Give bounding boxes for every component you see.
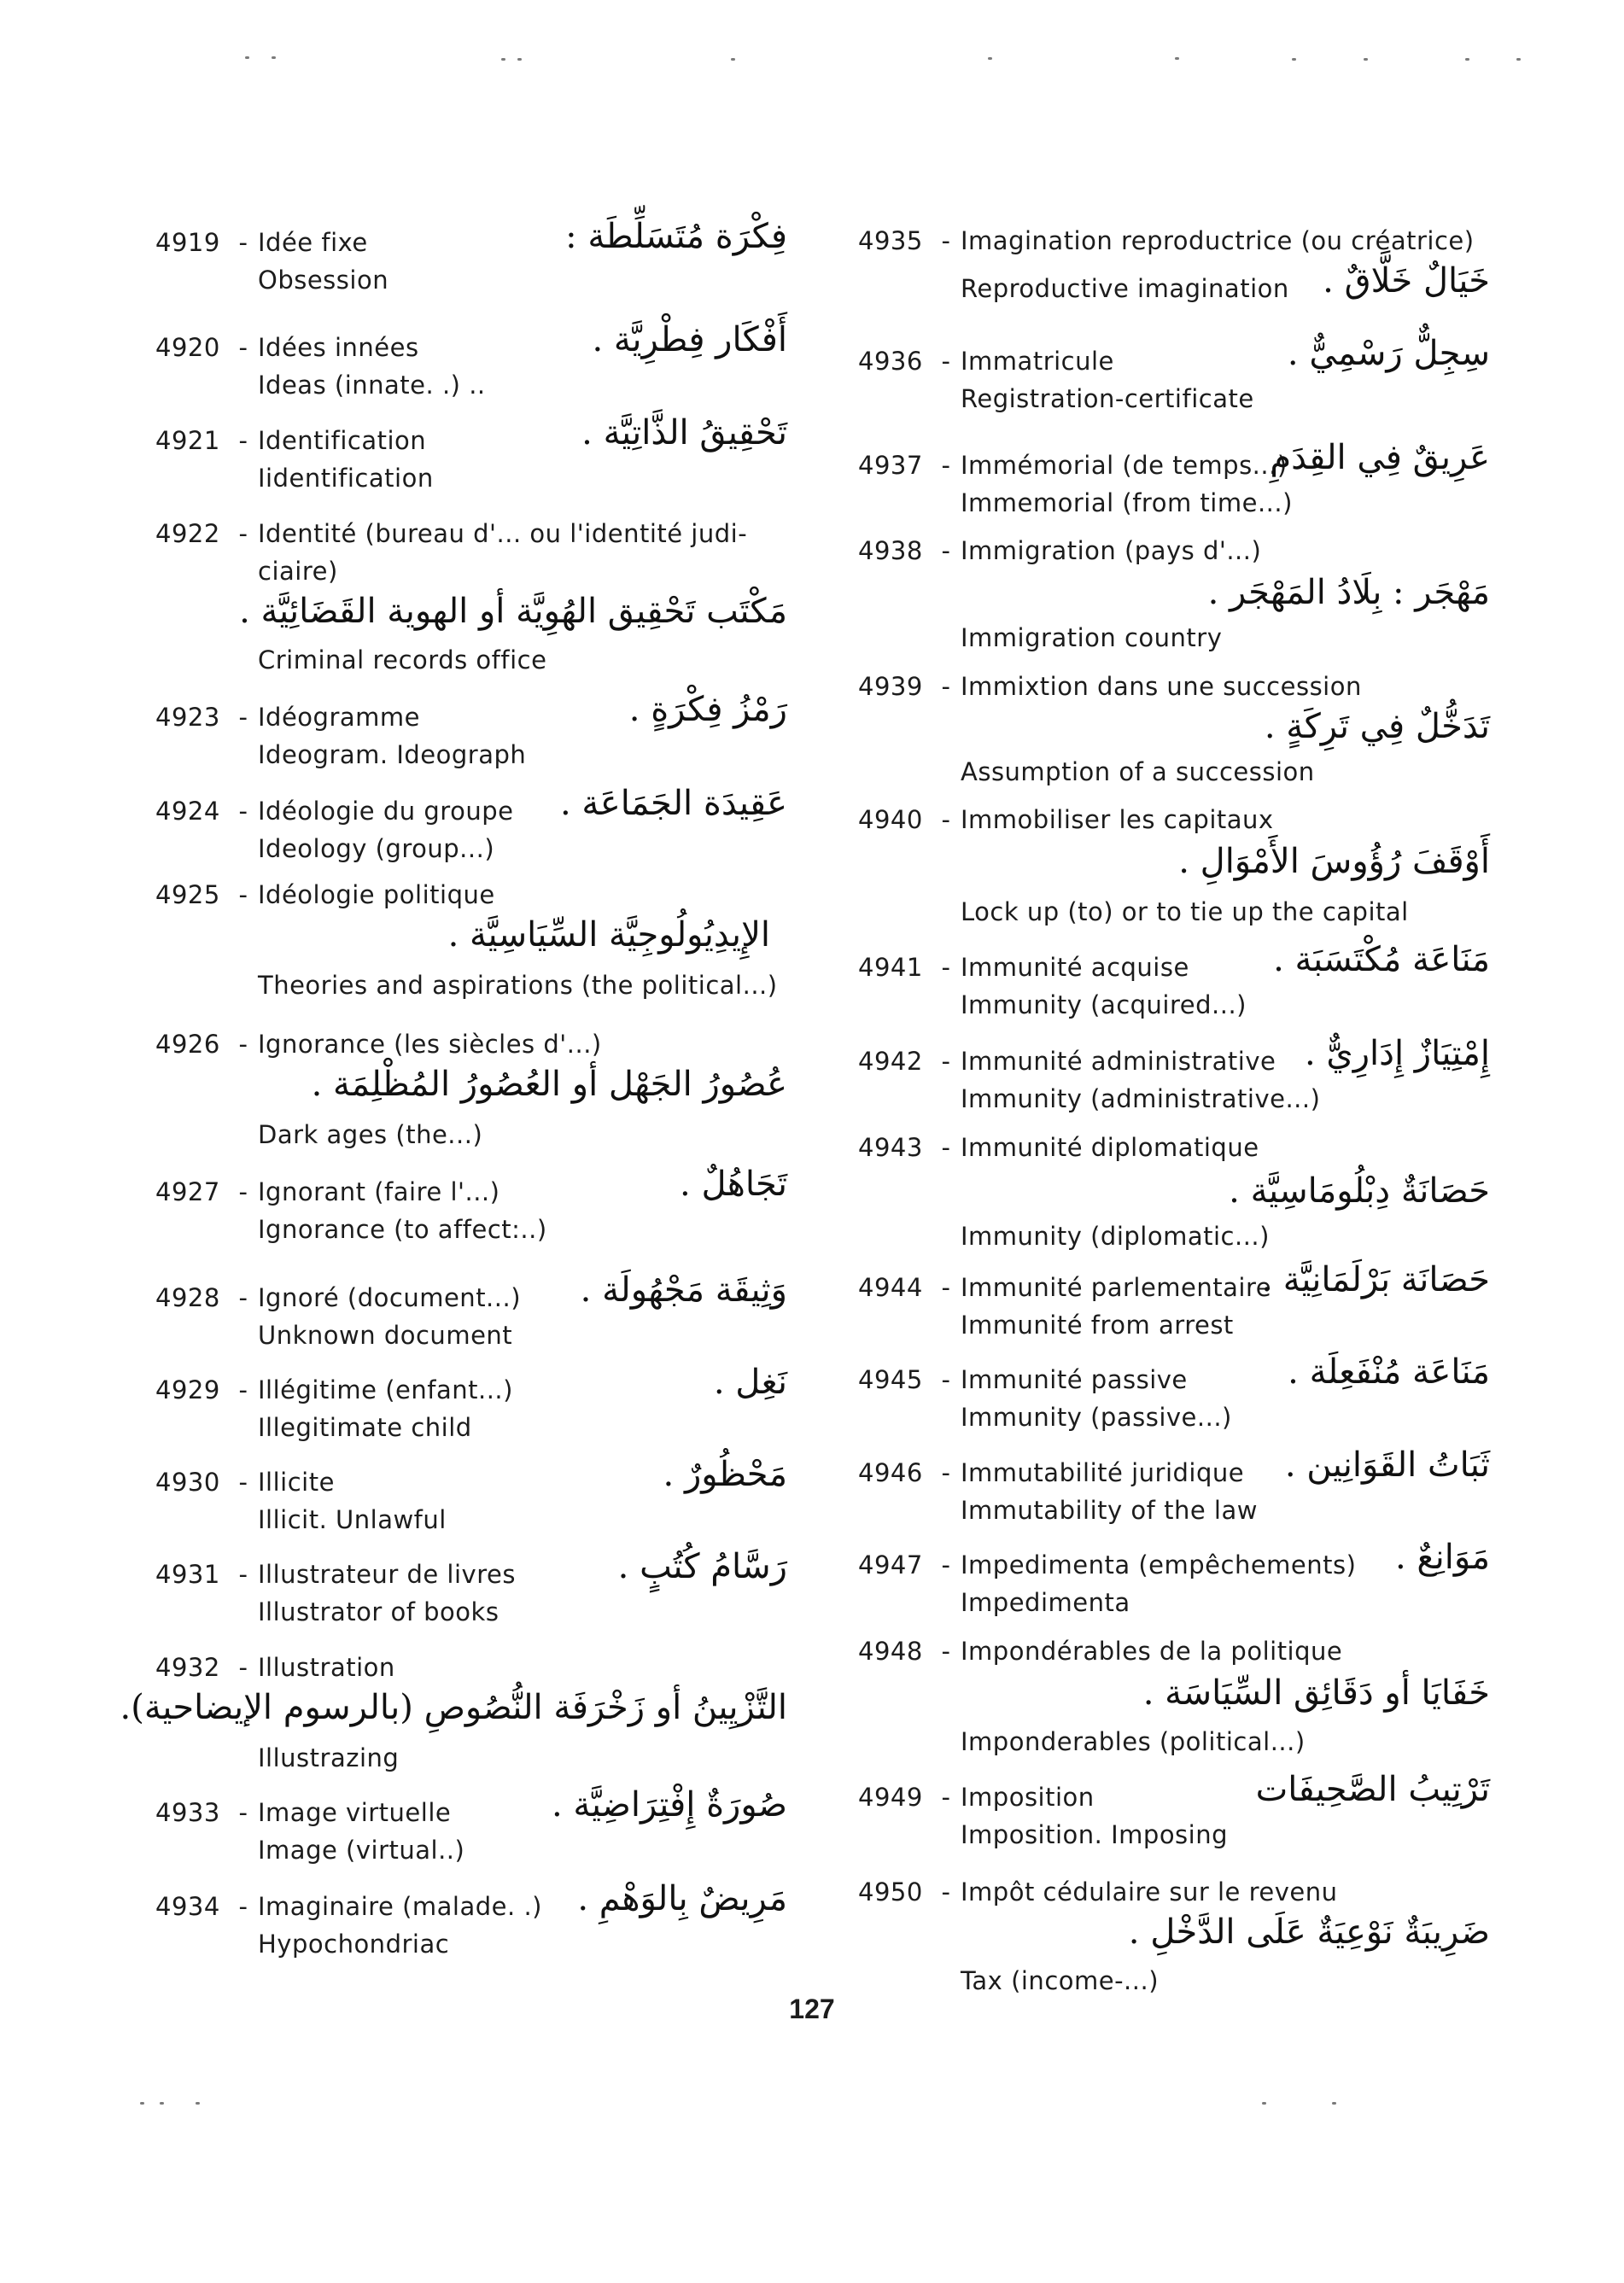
entry-number: 4934 xyxy=(155,1892,220,1921)
entry-head: 4943 - Immunité diplomatique xyxy=(858,1133,1259,1162)
entry-head: 4950 - Impôt cédulaire sur le revenu xyxy=(858,1877,1338,1906)
entry-number: 4939 xyxy=(858,672,923,701)
french-term: Imposition xyxy=(961,1783,1095,1812)
french-term: Immunité administrative xyxy=(961,1047,1276,1076)
entry-number: 4948 xyxy=(858,1637,923,1666)
entry-head: 4929 - Illégitime (enfant...) xyxy=(155,1375,513,1404)
entry-number: 4921 xyxy=(155,426,220,455)
entry-head: 4919 - Idée fixe xyxy=(155,228,368,257)
arabic-term: خَيَالٌ خَلَّاقٌ . xyxy=(1323,261,1490,301)
entry-head: 4942 - Immunité administrative xyxy=(858,1047,1276,1076)
french-term: Illustrateur de livres xyxy=(258,1560,516,1589)
english-term: Imponderables (political...) xyxy=(961,1727,1306,1756)
arabic-term: فِكْرَة مُتَسَلِّطَة : xyxy=(565,217,787,256)
entry-number: 4936 xyxy=(858,347,923,376)
scan-speck xyxy=(1292,58,1296,61)
arabic-term: صُورَةٌ إِفْتِرَاضِيَّة . xyxy=(551,1785,787,1825)
entry-head: 4930 - Illicite xyxy=(155,1468,335,1497)
french-term: Idées innées xyxy=(258,333,419,362)
french-term: Immunité acquise xyxy=(961,953,1189,982)
arabic-term: حَصَانَةٌ دِبْلُومَاسِيَّة . xyxy=(1229,1171,1490,1211)
entry-number: 4930 xyxy=(155,1468,220,1497)
english-term: Criminal records office xyxy=(258,645,547,674)
arabic-term: عَقِيدَة الجَمَاعَة . xyxy=(559,784,787,823)
arabic-term: عُصُورُ الجَهْل أو العُصُورُ المُظْلِمَة . xyxy=(311,1065,787,1104)
french-term: Immunité diplomatique xyxy=(961,1133,1259,1162)
arabic-term: الإِيدِيُولُوجِيَّة السِّيَاسِيَّة . xyxy=(447,915,770,955)
english-term: Image (virtual..) xyxy=(258,1836,465,1865)
arabic-term: مَكْتَب تَحْقِيق الهُوِيَّة أو الهوية القَضَائِيَّة . xyxy=(239,592,787,631)
entry-number: 4946 xyxy=(858,1458,923,1487)
scan-speck xyxy=(1465,58,1469,61)
french-term: Imagination reproductrice (ou créatrice) xyxy=(961,226,1475,255)
entry-head: 4925 - Idéologie politique xyxy=(155,880,495,909)
english-term: Unknown document xyxy=(258,1321,513,1350)
arabic-term: مَحْظُورٌ . xyxy=(663,1455,787,1494)
entry-number: 4944 xyxy=(858,1273,923,1302)
entry-head: 4944 - Immunité parlementaire xyxy=(858,1273,1272,1302)
arabic-term: تَجَاهُلٌ . xyxy=(680,1165,787,1204)
english-term: Ideogram. Ideograph xyxy=(258,740,527,769)
english-term: Reproductive imagination xyxy=(961,274,1289,303)
french-term: Illégitime (enfant...) xyxy=(258,1375,513,1404)
entry-head: 4949 - Imposition xyxy=(858,1783,1095,1812)
arabic-term: إِمْتِيَازٌ إِدَارِيٌّ . xyxy=(1305,1034,1490,1073)
french-term: Identité (bureau d'... ou l'identité judi- xyxy=(258,519,748,548)
french-term: Ignorant (faire l'...) xyxy=(258,1177,500,1206)
arabic-term: سِجِلٌّ رَسْمِيٌّ . xyxy=(1287,334,1490,373)
arabic-term: مَنَاعَة مُنْفَعِلَة . xyxy=(1288,1352,1490,1392)
english-term: Iidentification xyxy=(258,464,434,493)
entry-number: 4923 xyxy=(155,703,220,732)
french-term: Immutabilité juridique xyxy=(961,1458,1245,1487)
arabic-term: مَرِيضٌ بِالوَهْمِ . xyxy=(577,1879,787,1918)
arabic-term: تَدَخُّلٌ فِي تَرِكَةٍ . xyxy=(1264,707,1490,746)
entry-head: 4948 - Impondérables de la politique xyxy=(858,1637,1343,1666)
entry-number: 4924 xyxy=(155,797,220,826)
french-term: Immunité parlementaire xyxy=(961,1273,1272,1302)
french-term: Impôt cédulaire sur le revenu xyxy=(961,1877,1338,1906)
entry-number: 4925 xyxy=(155,880,220,909)
arabic-term: عَرِيقٌ فِي القِدَمِ xyxy=(1270,438,1490,477)
scan-speck xyxy=(140,2102,144,2105)
english-term: Registration-certificate xyxy=(961,384,1254,413)
french-term-continued: ciaire) xyxy=(258,557,338,586)
scan-speck xyxy=(517,58,522,61)
entry-head: 4924 - Idéologie du groupe xyxy=(155,797,514,826)
english-term: Dark ages (the...) xyxy=(258,1120,483,1149)
scan-speck xyxy=(196,2102,200,2105)
entry-number: 4937 xyxy=(858,451,923,480)
english-term: Immutability of the law xyxy=(961,1496,1258,1525)
scan-speck xyxy=(245,56,249,59)
entry-head: 4946 - Immutabilité juridique xyxy=(858,1458,1245,1487)
entry-number: 4947 xyxy=(858,1550,923,1579)
entry-number: 4920 xyxy=(155,333,220,362)
arabic-term: تَحْقِيقُ الذَّاتِيَّة . xyxy=(581,413,787,453)
french-term: Immixtion dans une succession xyxy=(961,672,1362,701)
french-term: Illicite xyxy=(258,1468,335,1497)
english-term: Imposition. Imposing xyxy=(961,1820,1229,1849)
english-term: Obsession xyxy=(258,266,389,295)
arabic-term: أَفْكَار فِطْرِيَّة . xyxy=(592,320,787,359)
entry-head: 4921 - Identification xyxy=(155,426,427,455)
french-term: Identification xyxy=(258,426,427,455)
entry-head: 4939 - Immixtion dans une succession xyxy=(858,672,1362,701)
entry-head: 4947 - Impedimenta (empêchements) xyxy=(858,1550,1357,1579)
english-term: Illustrator of books xyxy=(258,1597,499,1626)
french-term: Image virtuelle xyxy=(258,1798,452,1827)
entry-number: 4949 xyxy=(858,1783,923,1812)
arabic-term: نَغِل . xyxy=(713,1363,787,1402)
english-term: Hypochondriac xyxy=(258,1930,450,1959)
entry-number: 4929 xyxy=(155,1375,220,1404)
entry-head: 4933 - Image virtuelle xyxy=(155,1798,452,1827)
french-term: Impondérables de la politique xyxy=(961,1637,1343,1666)
french-term: Immigration (pays d'...) xyxy=(961,536,1262,565)
english-term: Tax (income-...) xyxy=(961,1966,1160,1995)
entry-number: 4940 xyxy=(858,805,923,834)
french-term: Idéologie politique xyxy=(258,880,495,909)
entry-head: 4936 - Immatricule xyxy=(858,347,1114,376)
english-term: Lock up (to) or to tie up the capital xyxy=(961,897,1409,926)
arabic-term: أَوْقَفَ رُؤُوسَ الأَمْوَالِ . xyxy=(1178,842,1490,881)
entry-number: 4928 xyxy=(155,1283,220,1312)
english-term: Impedimenta xyxy=(961,1588,1130,1617)
entry-head: 4931 - Illustrateur de livres xyxy=(155,1560,516,1589)
english-term: Illustrazing xyxy=(258,1743,400,1772)
entry-number: 4926 xyxy=(155,1030,220,1059)
entry-number: 4950 xyxy=(858,1877,923,1906)
arabic-term: خَفَايَا أو دَقَائِق السِّيَاسَة . xyxy=(1142,1673,1490,1713)
french-term: Impedimenta (empêchements) xyxy=(961,1550,1357,1579)
entry-head: 4932 - Illustration xyxy=(155,1653,395,1682)
entry-number: 4938 xyxy=(858,536,923,565)
french-term: Idéogramme xyxy=(258,703,420,732)
entry-number: 4931 xyxy=(155,1560,220,1589)
entry-head: 4920 - Idées innées xyxy=(155,333,419,362)
english-term: Immunity (acquired...) xyxy=(961,990,1247,1019)
entry-number: 4922 xyxy=(155,519,220,548)
scan-speck xyxy=(272,56,276,59)
scan-speck xyxy=(1332,2102,1336,2105)
entry-head: 4922 - Identité (bureau d'... ou l'identité judi- xyxy=(155,519,748,548)
english-term: Illegitimate child xyxy=(258,1413,472,1442)
french-term: Immunité passive xyxy=(961,1365,1188,1394)
scan-speck xyxy=(1175,57,1179,60)
english-term: Immemorial (from time...) xyxy=(961,488,1293,517)
arabic-term: مَوَانِعٌ . xyxy=(1394,1538,1490,1577)
arabic-term: رَسَّامُ كُتُبٍ . xyxy=(617,1547,787,1586)
scan-speck xyxy=(731,58,735,61)
arabic-term: التَّزْيِينُ أو زَخْرَفَة النُّصُوصِ (بالرسوم الإيضاحية). xyxy=(120,1688,787,1727)
arabic-term: مَهْجَر : بِلَادُ المَهْجَر . xyxy=(1207,573,1490,612)
entry-head: 4937 - Immémorial (de temps...) xyxy=(858,451,1288,480)
entry-head: 4928 - Ignoré (document...) xyxy=(155,1283,522,1312)
french-term: Immémorial (de temps...) xyxy=(961,451,1288,480)
french-term: Ignoré (document...) xyxy=(258,1283,522,1312)
entry-number: 4942 xyxy=(858,1047,923,1076)
scan-speck xyxy=(988,57,992,60)
scan-speck xyxy=(160,2102,164,2105)
english-term: Ignorance (to affect:..) xyxy=(258,1215,547,1244)
arabic-term: ثَبَاتُ القَوَانِين . xyxy=(1284,1445,1490,1485)
english-term: Immunity (passive...) xyxy=(961,1403,1232,1432)
entry-head: 4934 - Imaginaire (malade. .) xyxy=(155,1892,542,1921)
entry-head: 4940 - Immobiliser les capitaux xyxy=(858,805,1274,834)
french-term: Idéologie du groupe xyxy=(258,797,514,826)
arabic-term: مَنَاعَة مُكْتَسَبَة . xyxy=(1273,940,1490,979)
english-term: Assumption of a succession xyxy=(961,757,1315,786)
entry-number: 4941 xyxy=(858,953,923,982)
english-term: Ideology (group...) xyxy=(258,834,495,863)
entry-head: 4938 - Immigration (pays d'...) xyxy=(858,536,1262,565)
entry-head: 4935 - Imagination reproductrice (ou créatrice) xyxy=(858,226,1475,255)
french-term: Illustration xyxy=(258,1653,395,1682)
french-term: Immatricule xyxy=(961,347,1114,376)
entry-head: 4927 - Ignorant (faire l'...) xyxy=(155,1177,500,1206)
arabic-term: وَثِيقَة مَجْهُولَة . xyxy=(580,1270,787,1310)
arabic-term: تَرْتِيبُ الصَّحِيفَات xyxy=(1255,1770,1490,1809)
arabic-term: ضَرِيبَةٌ نَوْعِيَةٌ عَلَى الدَّخْلِ . xyxy=(1128,1912,1490,1952)
entry-number: 4945 xyxy=(858,1365,923,1394)
english-term: Immigration country xyxy=(961,623,1223,652)
english-term: Illicit. Unlawful xyxy=(258,1505,447,1534)
scan-speck xyxy=(501,58,505,61)
french-term: Idée fixe xyxy=(258,228,368,257)
scan-speck xyxy=(1516,58,1521,61)
english-term: Immunity (diplomatic...) xyxy=(961,1222,1270,1251)
arabic-term: رَمْزُ فِكْرَةٍ . xyxy=(628,690,787,729)
entry-number: 4919 xyxy=(155,228,220,257)
entry-head: 4926 - Ignorance (les siècles d'...) xyxy=(155,1030,602,1059)
entry-number: 4933 xyxy=(155,1798,220,1827)
scan-speck xyxy=(1364,58,1368,61)
entry-number: 4927 xyxy=(155,1177,220,1206)
french-term: Imaginaire (malade. .) xyxy=(258,1892,542,1921)
entry-head: 4941 - Immunité acquise xyxy=(858,953,1189,982)
entry-number: 4935 xyxy=(858,226,923,255)
french-term: Immobiliser les capitaux xyxy=(961,805,1274,834)
english-term: Immunity (administrative...) xyxy=(961,1084,1321,1113)
arabic-term: حَصَانَة بَرْلَمَانِيَّة . xyxy=(1261,1260,1490,1299)
french-term: Ignorance (les siècles d'...) xyxy=(258,1030,602,1059)
entry-head: 4945 - Immunité passive xyxy=(858,1365,1188,1394)
english-term: Theories and aspirations (the political...) xyxy=(258,971,778,1000)
entry-number: 4943 xyxy=(858,1133,923,1162)
english-term: Immunité from arrest xyxy=(961,1311,1234,1340)
entry-number: 4932 xyxy=(155,1653,220,1682)
scan-speck xyxy=(1262,2102,1266,2105)
english-term: Ideas (innate. .) .. xyxy=(258,371,486,400)
entry-head: 4923 - Idéogramme xyxy=(155,703,420,732)
page-number: 127 xyxy=(789,1994,835,2024)
